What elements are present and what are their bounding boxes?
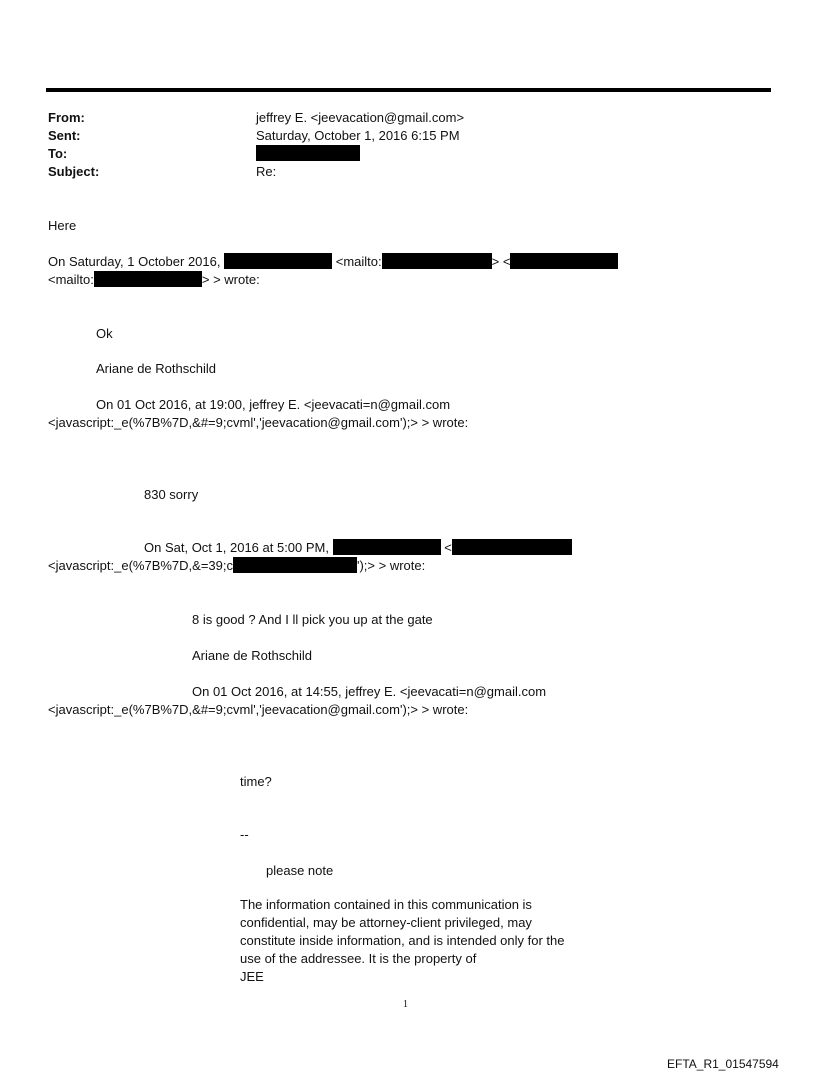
redaction-block: [94, 271, 202, 287]
page-number: 1: [403, 999, 408, 1010]
quote1-mailto2: <mailto:: [48, 272, 94, 287]
signature-1: Ariane de Rothschild: [96, 361, 216, 376]
redaction-block: [452, 539, 572, 555]
quote1-line1: [48, 253, 618, 270]
quote1-line2: [48, 271, 260, 288]
reply-ok: Ok: [96, 326, 113, 341]
reply-good: 8 is good ? And I ll pick you up at the gate: [192, 612, 433, 627]
sent-label: Sent:: [48, 128, 81, 143]
document-id: EFTA_R1_01547594: [667, 1057, 779, 1071]
disclaimer-text: The information contained in this communication is confidential, may be attorney-client privileged, may constitute inside information, and is intended only for the use of the addressee. It is the property of: [240, 897, 565, 966]
quote2-line2: <javascript:_e(%7B%7D,&#=9;cvml','jeevacation@gmail.com');> > wrote:: [48, 415, 469, 430]
redaction-block: [224, 253, 332, 269]
please-note: please note: [266, 863, 334, 878]
to-label: To:: [48, 146, 68, 161]
reply-time: time?: [240, 774, 272, 789]
reply-sorry: 830 sorry: [144, 487, 199, 502]
quote1-wrote: > > wrote:: [201, 272, 260, 287]
header-rule: [46, 88, 771, 92]
quote1-mailto: <mailto:: [335, 254, 382, 269]
quote3-js: <javascript:_e(%7B%7D,&=39;c: [48, 558, 233, 573]
subject-value: Re:: [256, 164, 277, 179]
quote3-lt: <: [444, 540, 452, 555]
to-value: [256, 145, 360, 162]
redaction-block: [510, 253, 618, 269]
quote4-line1: On 01 Oct 2016, at 14:55, jeffrey E. <jeevacati=n@gmail.com: [192, 684, 547, 699]
redaction-block: [333, 539, 441, 555]
disclaimer-jee: JEE: [240, 969, 264, 984]
redaction-block: [256, 145, 360, 161]
from-label: From:: [48, 110, 85, 125]
sent-value: Saturday, October 1, 2016 6:15 PM: [256, 128, 460, 143]
quote2-line1: On 01 Oct 2016, at 19:00, jeffrey E. <jeevacati=n@gmail.com: [96, 397, 451, 412]
body-here: Here: [48, 218, 77, 233]
subject-label: Subject:: [48, 164, 100, 179]
quote3-line2: [48, 557, 425, 574]
quote3-text: On Sat, Oct 1, 2016 at 5:00 PM,: [144, 540, 329, 555]
quote3-line1: [144, 539, 572, 556]
redaction-block: [233, 557, 357, 573]
disclaimer: [240, 896, 570, 986]
quote3-wrote: ');> > wrote:: [356, 558, 426, 573]
sig-dash: --: [240, 827, 249, 842]
signature-2: Ariane de Rothschild: [192, 648, 312, 663]
from-value: jeffrey E. <jeevacation@gmail.com>: [256, 110, 465, 125]
redaction-block: [382, 253, 492, 269]
quote4-line2: <javascript:_e(%7B%7D,&#=9;cvml','jeevacation@gmail.com');> > wrote:: [48, 702, 469, 717]
quote1-text: On Saturday, 1 October 2016,: [48, 254, 221, 269]
quote1-sep: > <: [491, 254, 511, 269]
